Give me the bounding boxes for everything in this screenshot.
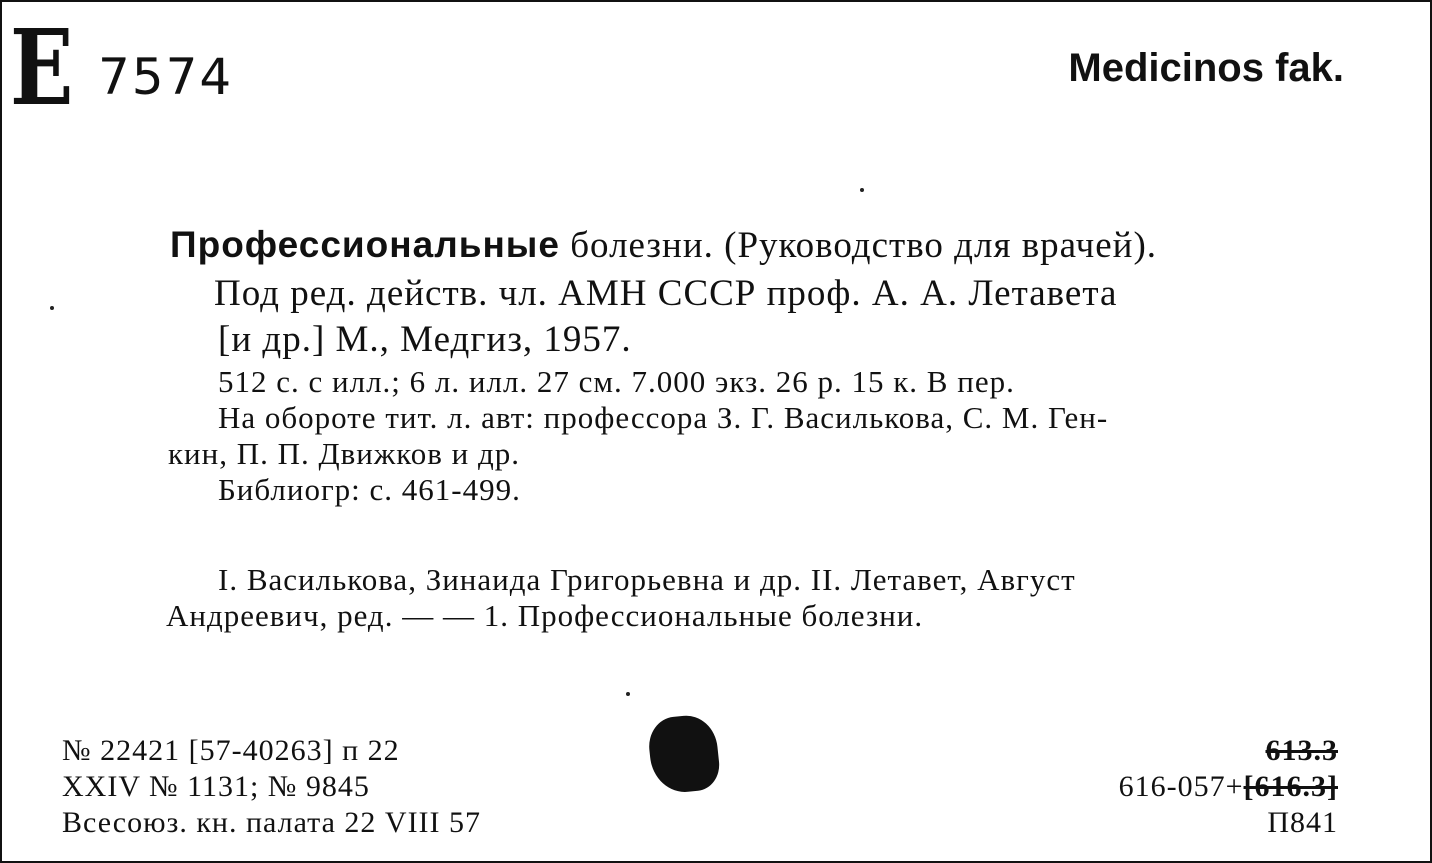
speck — [626, 692, 630, 696]
call-number: 7574 — [98, 48, 234, 106]
author-code: П841 — [1267, 806, 1338, 839]
chamber-line: Всесоюз. кн. палата 22 VIII 57 — [62, 806, 482, 839]
tracing-line-2: Андреевич, ред. — — 1. Профессиональные болезни. — [166, 598, 924, 633]
catalog-letter: E — [10, 6, 74, 129]
note-line-1: На обороте тит. л. авт: профессора З. Г. Василькова, С. М. Ген- — [218, 400, 1109, 435]
registry-line: XXIV № 1131; № 9845 — [62, 770, 370, 803]
physical-description: 512 с. с илл.; 6 л. илл. 27 см. 7.000 экз. 26 р. 15 к. В пер. — [218, 364, 1015, 399]
title-line — [170, 224, 1157, 267]
note-line-2: кин, П. П. Движков и др. — [168, 436, 521, 471]
bibliography-note: Библиогр: с. 461-499. — [218, 472, 521, 507]
accession-line: № 22421 [57-40263] п 22 — [62, 734, 400, 767]
faculty-stamp: Medicinos fak. — [1068, 46, 1344, 90]
ink-blot — [646, 713, 722, 796]
tracing-line-1: I. Василькова, Зинаида Григорьевна и др. II. Летавет, Август — [218, 562, 1076, 597]
title-rest: болезни. (Руководство для врачей). — [559, 225, 1158, 266]
speck — [50, 306, 54, 310]
classification: 616-057+[616.3] — [1118, 770, 1338, 803]
class-struck: 613.3 — [1265, 734, 1338, 767]
title-bold: Профессиональные — [170, 224, 560, 265]
editor-line: Под ред. действ. чл. АМН СССР проф. А. А. Летавета — [214, 273, 1118, 314]
publisher-line: [и др.] М., Медгиз, 1957. — [218, 319, 632, 360]
speck — [860, 188, 864, 192]
